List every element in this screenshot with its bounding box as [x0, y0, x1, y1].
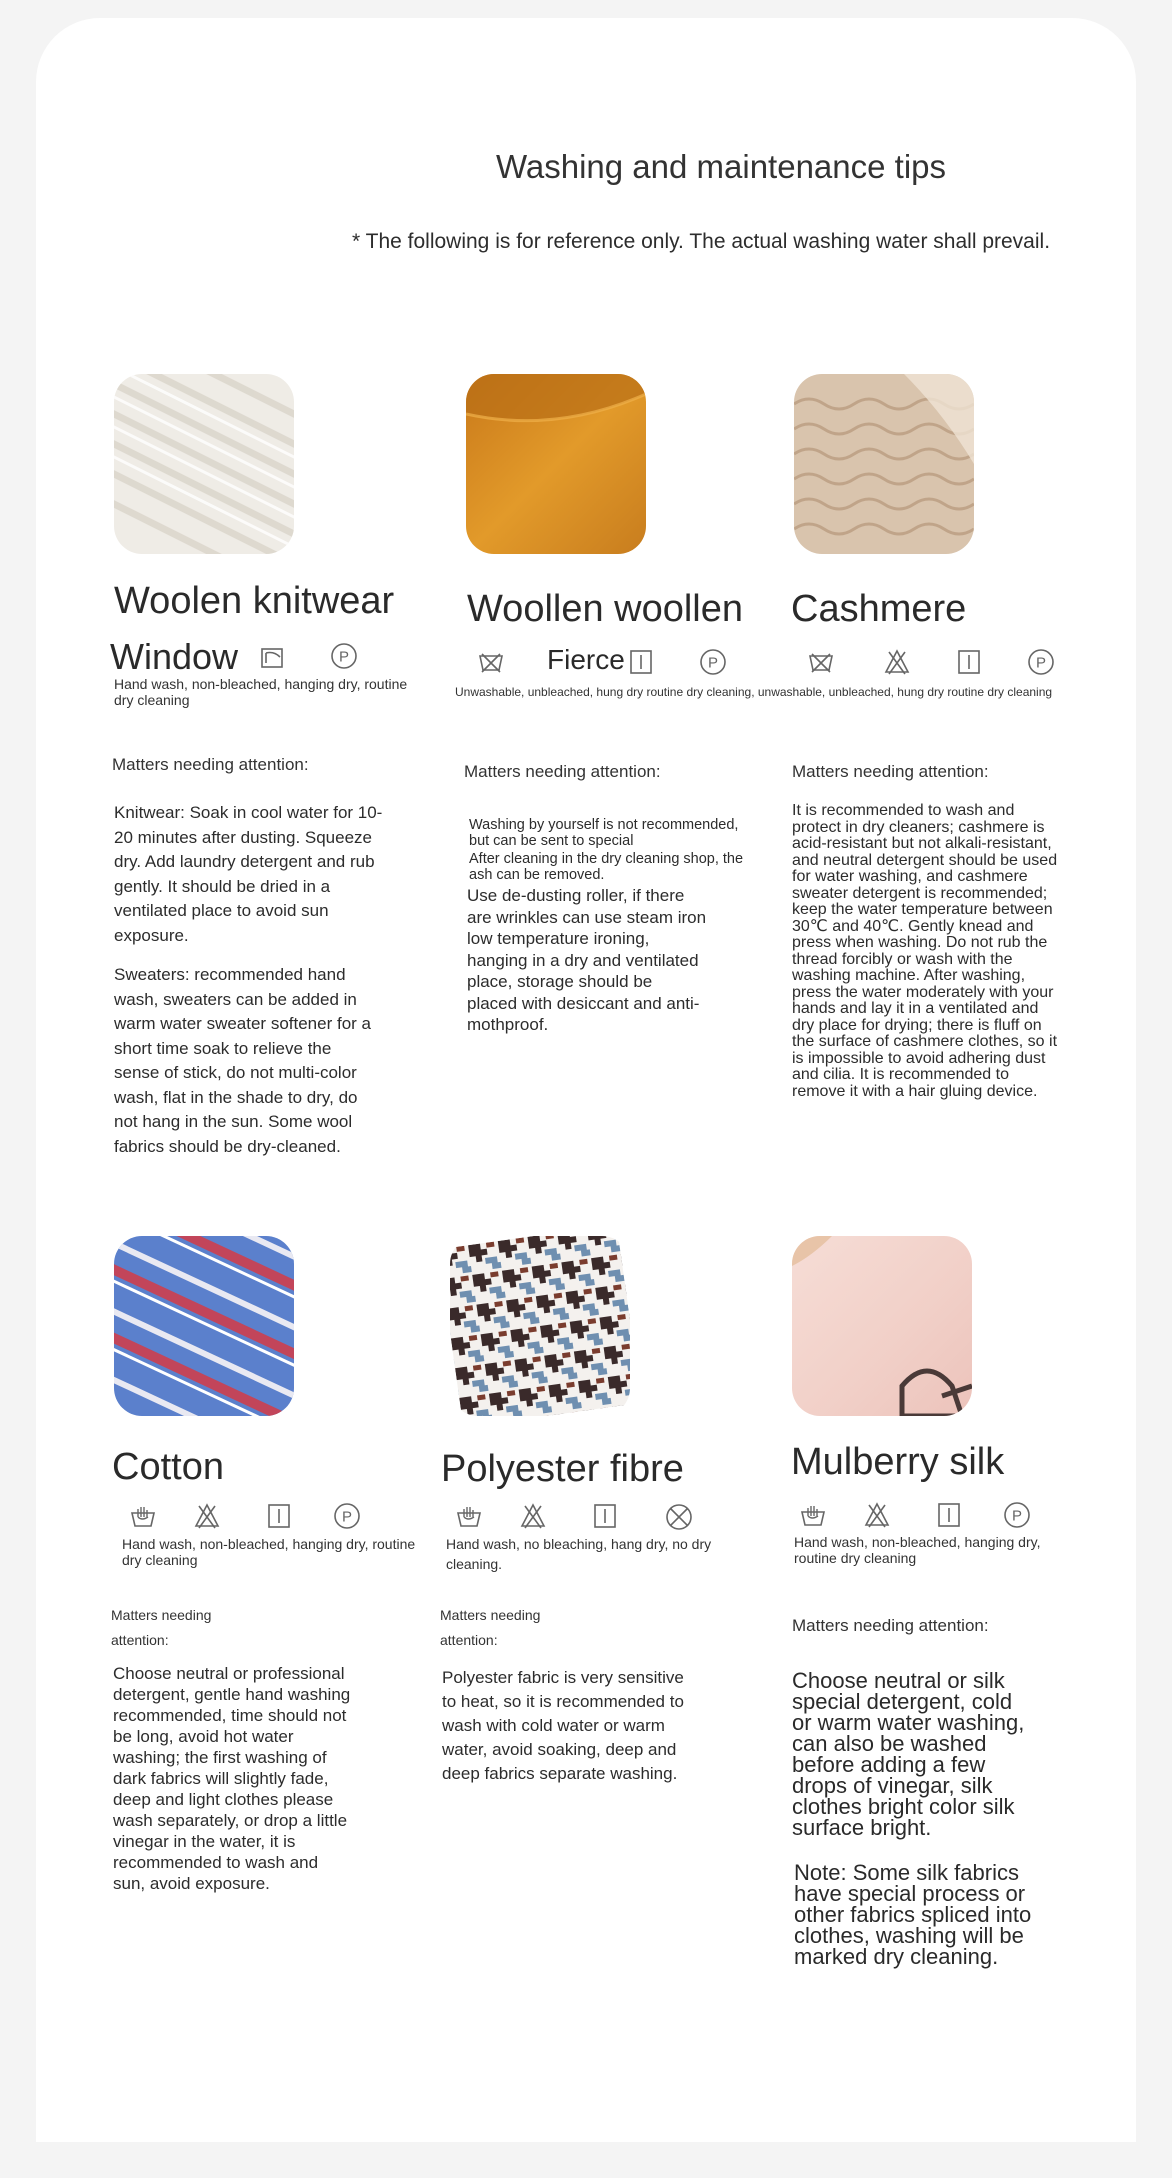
hang-dry-icon: [265, 1502, 293, 1530]
fabric-name: Cashmere: [791, 588, 967, 630]
no-bleach-icon: [193, 1502, 221, 1530]
page-subtitle: * The following is for reference only. The actual washing water shall prevail.: [352, 230, 1051, 253]
svg-text:P: P: [341, 1508, 353, 1526]
no-bleach-icon: [519, 1502, 547, 1530]
hand-wash-icon: [799, 1502, 827, 1530]
attention-paragraph: Polyester fabric is very sensitive to heat, so it is recommended to wash with cold water or warm water, avoid soaking, deep and deep fabrics separate washing.: [442, 1668, 684, 1783]
hang-dry-icon: [591, 1502, 619, 1530]
no-bleach-icon: [863, 1501, 891, 1529]
hang-dry-icon: [627, 648, 655, 676]
attention-paragraph: Knitwear: Soak in cool water for 10-20 minutes after dusting. Squeeze dry. Add laundry detergent and rub gently. It should be dried in a ventilated place to avoid sun exposure.: [114, 803, 383, 945]
attention-heading: Matters needing attention:: [112, 755, 309, 774]
attention-paragraph: Use de-dusting roller, if there are wrinkles can use steam iron low temperature ironing, hanging in a dry and ventilated place, storage should be placed with desiccant and anti-mothproof.: [467, 886, 707, 1034]
fabric-sub-label: Window: [110, 636, 239, 677]
attention-paragraph: Washing by yourself is not recommended, but can be sent to special: [469, 817, 739, 849]
fabric-sub-label: Fierce: [547, 644, 625, 675]
attention-paragraph: Sweaters: recommended hand wash, sweaters can be added in warm water sweater softener for a short time soak to relieve the sense of stick, do not multi-color wash, flat in the shade to dry, do not hang in the sun. Some wool fabrics should be dry-cleaned.: [114, 965, 371, 1156]
fabric-name: Woollen woollen: [467, 588, 744, 630]
fabric-name: Cotton: [112, 1446, 224, 1488]
svg-text:P: P: [1035, 654, 1047, 672]
fabric-swatch-woolen-knitwear: [114, 374, 294, 554]
care-instructions: Hand wash, no bleaching, hang dry, no dry cleaning.: [446, 1536, 712, 1572]
hang-dry-icon: [955, 648, 983, 676]
attention-heading: Matters needing attention:: [464, 762, 661, 781]
attention-heading: Matters needing attention:: [440, 1607, 541, 1648]
attention-heading: Matters needing attention:: [792, 1616, 989, 1635]
dry-clean-p-icon: [699, 648, 727, 676]
fabric-name: Polyester fibre: [441, 1448, 684, 1490]
care-instructions: Hand wash, non-bleached, hanging dry, routine dry cleaning: [794, 1534, 1041, 1566]
attention-paragraph: After cleaning in the dry cleaning shop, the ash can be removed.: [469, 851, 744, 883]
no-dry-clean-icon: [665, 1503, 693, 1531]
care-instructions: Hand wash, non-bleached, hanging dry, routine dry cleaning: [122, 1536, 416, 1568]
fabric-swatch-cotton: [114, 1236, 294, 1416]
attention-heading: Matters needing attention:: [111, 1607, 212, 1648]
no-bleach-icon: [883, 648, 911, 676]
hand-wash-icon: [455, 1503, 483, 1531]
dry-clean-p-icon: [1003, 1501, 1031, 1529]
svg-text:P: P: [1011, 1507, 1023, 1525]
dry-clean-p-icon: [333, 1502, 361, 1530]
attention-paragraph: Choose neutral or professional detergent, gentle hand washing recommended, time should not be long, avoid hot water washing; the first washing of dark fabrics will slightly fade, deep and light clothes please wash separately, or drop a little vinegar in the water, it is recommended to wash and sun, avoid exposure.: [113, 1664, 351, 1893]
no-wash-icon: [807, 648, 835, 676]
fabric-name: Mulberry silk: [791, 1441, 1005, 1483]
svg-text:P: P: [338, 648, 350, 666]
attention-paragraph: It is recommended to wash and protect in dry cleaners; cashmere is acid-resistant but not alkali-resistant, and neutral detergent should be used for water washing, and cashmere sweater detergent is recommended; keep the water temperature between 30℃ and 40℃. Gently knead and press when washing. Do not rub the thread forcibly or wash with the washing machine. After washing, press the water moderately with your hands and lay it in a ventilated and dry place for drying; there is fluff on the surface of cashmere clothes, so it is impossible to avoid adhering dust and cilia. It is recommended to remove it with a hair gluing device.: [792, 802, 1058, 1100]
fabric-swatch-cashmere: [794, 374, 974, 554]
fabric-swatch-woollen: [466, 374, 646, 554]
attention-paragraph: Note: Some silk fabrics have special process or other fabrics spliced into clothes, washing will be marked dry cleaning.: [794, 1860, 1032, 1969]
fabric-swatch-mulberry-silk: [792, 1236, 972, 1416]
fabric-swatch-polyester: [450, 1236, 630, 1416]
care-instructions: Hand wash, non-bleached, hanging dry, routine dry cleaning: [114, 676, 408, 708]
attention-paragraph: Choose neutral or silk special detergent, cold or warm water washing, can also be washed before adding a few drops of vinegar, silk clothes bright color silk surface bright.: [792, 1668, 1025, 1840]
hang-dry-icon: [258, 643, 286, 671]
dry-clean-p-icon: [330, 642, 358, 670]
attention-heading: Matters needing attention:: [792, 762, 989, 781]
hang-dry-icon: [935, 1501, 963, 1529]
dry-clean-p-icon: [1027, 648, 1055, 676]
page-title: Washing and maintenance tips: [495, 148, 947, 185]
no-wash-icon: [477, 648, 505, 676]
hand-wash-icon: [129, 1503, 157, 1531]
fabric-name: Woolen knitwear: [114, 580, 395, 622]
svg-text:P: P: [707, 654, 719, 672]
care-instructions: Unwashable, unbleached, hung dry routine dry cleaning, unwashable, unbleached, hung dry routine dry cleaning: [455, 685, 1053, 699]
